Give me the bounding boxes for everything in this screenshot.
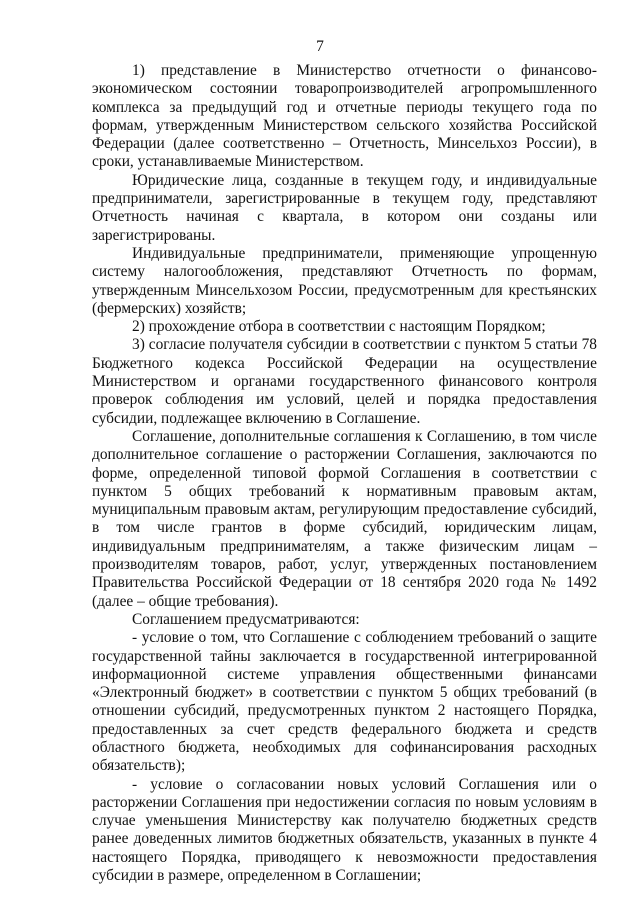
page-number: 7: [316, 38, 324, 55]
paragraph-electronic-budget: - условие о том, что Соглашение с соблюдением требований о защите государственной тайны заключается в государственной интегрированной информационной системе управления общественными финансами «Электронный бюджет» в соответствии с пунктом 5 общих требований (в отношении субсидий, предусмотренных пунктом 2 настоящего Порядка, предоставленных за счет средств федерального бюджета и средств областного бюджета, необходимых для софинансирования расходных обязательств);: [92, 629, 597, 775]
paragraph-new-conditions: - условие о согласовании новых условий Соглашения или о расторжении Соглашения при недостижении согласия по новым условиям в случае уменьшения Министерству как получателю бюджетных средств ранее доведенных лимитов бюджетных обязательств, указанных в пункте 4 настоящего Порядка, приводящего к невозможности предоставления субсидии в размере, определенном в Соглашении;: [92, 775, 597, 885]
paragraph-consent: 3) согласие получателя субсидии в соответствии с пунктом 5 статьи 78 Бюджетного кодекса Российской Федерации на осуществление Министерством и органами государственного финансового контроля проверок соблюдения им условий, целей и порядка предоставления субсидии, подлежащее включению в Соглашение.: [92, 336, 597, 427]
paragraph-agreement-form: Соглашение, дополнительные соглашения к Соглашению, в том числе дополнительное соглашение о расторжении Соглашения, заключаются по форме, определенной типовой формой Соглашения в соответствии с пунктом 5 общих требований к нормативным правовым актам, муниципальным правовым актам, регулирующим предоставление субсидий, в том числе грантов в форме субсидий, юридическим лицам, индивидуальным предпринимателям, а также физическим лицам – производителям товаров, работ, услуг, утвержденных постановлением Правительства Российской Федерации от 18 сентября 2020 года № 1492 (далее – общие требования).: [92, 427, 597, 610]
paragraph-reporting-requirement: 1) представление в Министерство отчетности о финансово-экономическом состоянии товаропроизводителей агропромышленного комплекса за предыдущий год и отчетные периоды текущего года по формам, утвержденным Министерством сельского хозяйства Российской Федерации (далее соответственно – Отчетность, Минсельхоз России), в сроки, устанавливаемые Министерством.: [92, 62, 597, 171]
paragraph-new-entities: Юридические лица, созданные в текущем году, и индивидуальные предприниматели, зарегистрированные в текущем году, представляют Отчетность начиная с квартала, в котором они созданы или зарегистрированы.: [92, 171, 597, 244]
paragraph-simplified-tax: Индивидуальные предприниматели, применяющие упрощенную систему налогообложения, представляют Отчетность по формам, утвержденным Минсельхозом России, предусмотренным для крестьянских (фермерских) хозяйств;: [92, 244, 597, 317]
document-body: [92, 62, 597, 885]
paragraph-selection: 2) прохождение отбора в соответствии с настоящим Порядком;: [132, 318, 546, 336]
paragraph-agreement-provisions: Соглашением предусматриваются:: [132, 610, 360, 628]
